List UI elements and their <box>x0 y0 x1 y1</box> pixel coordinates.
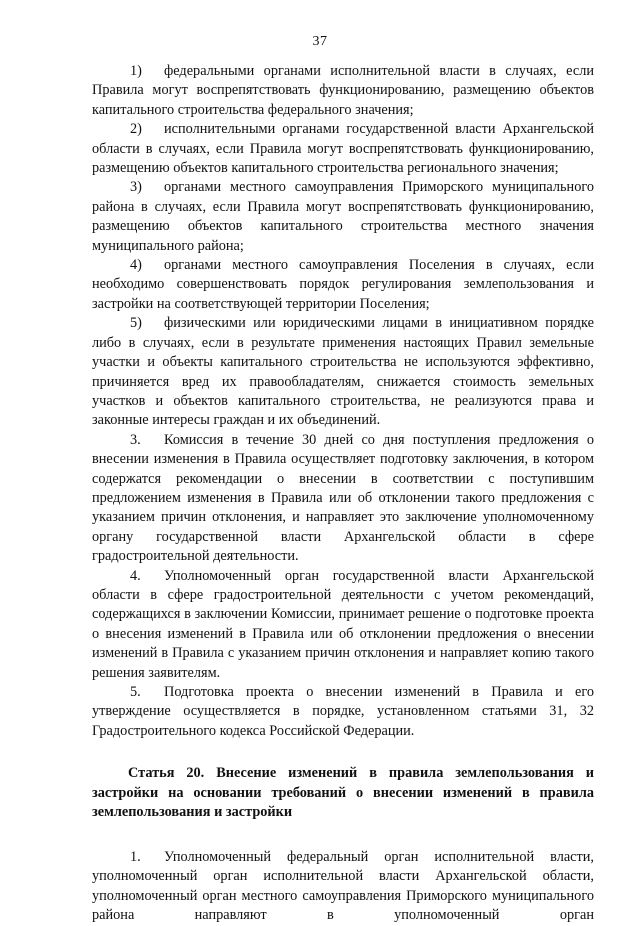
clause-number: 5. <box>130 684 141 700</box>
clause <box>92 848 594 926</box>
list-item <box>92 256 594 314</box>
item-number: 1) <box>130 63 142 79</box>
clause-text: Уполномоченный орган государственной власти Архангельской области в сфере градостроительной деятельности с учетом рекомендаций, содержащихся в заключении Комиссии, принимает решение о подготовке проекта о внесения изменений в Правила или об отклонении предложения о внесении изменений в Правила с указанием причин отклонения и направляет копию такого решения заявителям. <box>92 567 594 681</box>
list-item <box>92 314 594 430</box>
item-number: 3) <box>130 179 142 196</box>
item-number: 2) <box>130 121 142 138</box>
clause-number: 1. <box>130 849 141 865</box>
item-number: 5) <box>130 315 142 332</box>
clause <box>92 683 594 741</box>
clause-number: 3. <box>130 431 141 448</box>
item-text: федеральными органами исполнительной власти в случаях, если Правила могут воспрепятствовать функционированию, размещению объектов капитального строительства федерального значения; <box>92 63 594 118</box>
item-text: органами местного самоуправления Поселения в случаях, если необходимо совершенствовать порядок регулирования землепользования и застройки на соответствующей территории Поселения; <box>92 257 594 312</box>
article-heading: Статья 20. Внесение изменений в правила землепользования и застройки на основании требований о внесении изменений в правила землепользования и застройки <box>92 765 594 821</box>
clause-text: Комиссия в течение 30 дней со дня поступления предложения о внесении изменения в Правила осуществляет подготовку заключения, в котором содержатся рекомендации о внесении в соответствии с поступившим предложением изменения в Правила или об отклонении такого предложения с указанием причин отклонения, и направляет это заключение уполномоченному органу государственной власти Архангельской области в сфере градостроительной деятельности. <box>92 431 594 565</box>
item-text: исполнительными органами государственной власти Архангельской области в случаях, если Правила могут воспрепятствовать функционированию, размещению объектов капитального строительства регионального значения; <box>92 121 594 177</box>
list-item <box>92 120 594 178</box>
item-text: физическими или юридическими лицами в инициативном порядке либо в случаях, если в результате применения настоящих Правил земельные участки и объекты капитального строительства не используются эффективно, причиняется вред их правообладателям, снижается стоимость земельных участков и объектов капитального строительства, не реализуются права и законные интересы граждан и их объединений. <box>92 315 594 429</box>
list-item <box>92 178 594 256</box>
clause <box>92 431 594 567</box>
list-item <box>92 62 594 120</box>
clause-text: Уполномоченный федеральный орган исполнительной власти, уполномоченный орган исполнительной власти Архангельской области, уполномоченный орган местного самоуправления Приморского муниципального района направляют в уполномоченный орган <box>92 849 594 924</box>
page-number: 37 <box>312 34 328 49</box>
clause-number: 4. <box>130 567 141 584</box>
clause <box>92 567 594 683</box>
item-text: органами местного самоуправления Приморского муниципального района в случаях, если Правила могут воспрепятствовать функционированию, размещению объектов капитального строительства местного значения муниципального района; <box>92 179 594 254</box>
item-number: 4) <box>130 257 142 274</box>
clause-text: Подготовка проекта о внесении изменений в Правила и его утверждение осуществляется в порядке, установленном статьями 31, 32 Градостроительного кодекса Российской Федерации. <box>92 684 594 739</box>
document-body <box>92 62 594 926</box>
